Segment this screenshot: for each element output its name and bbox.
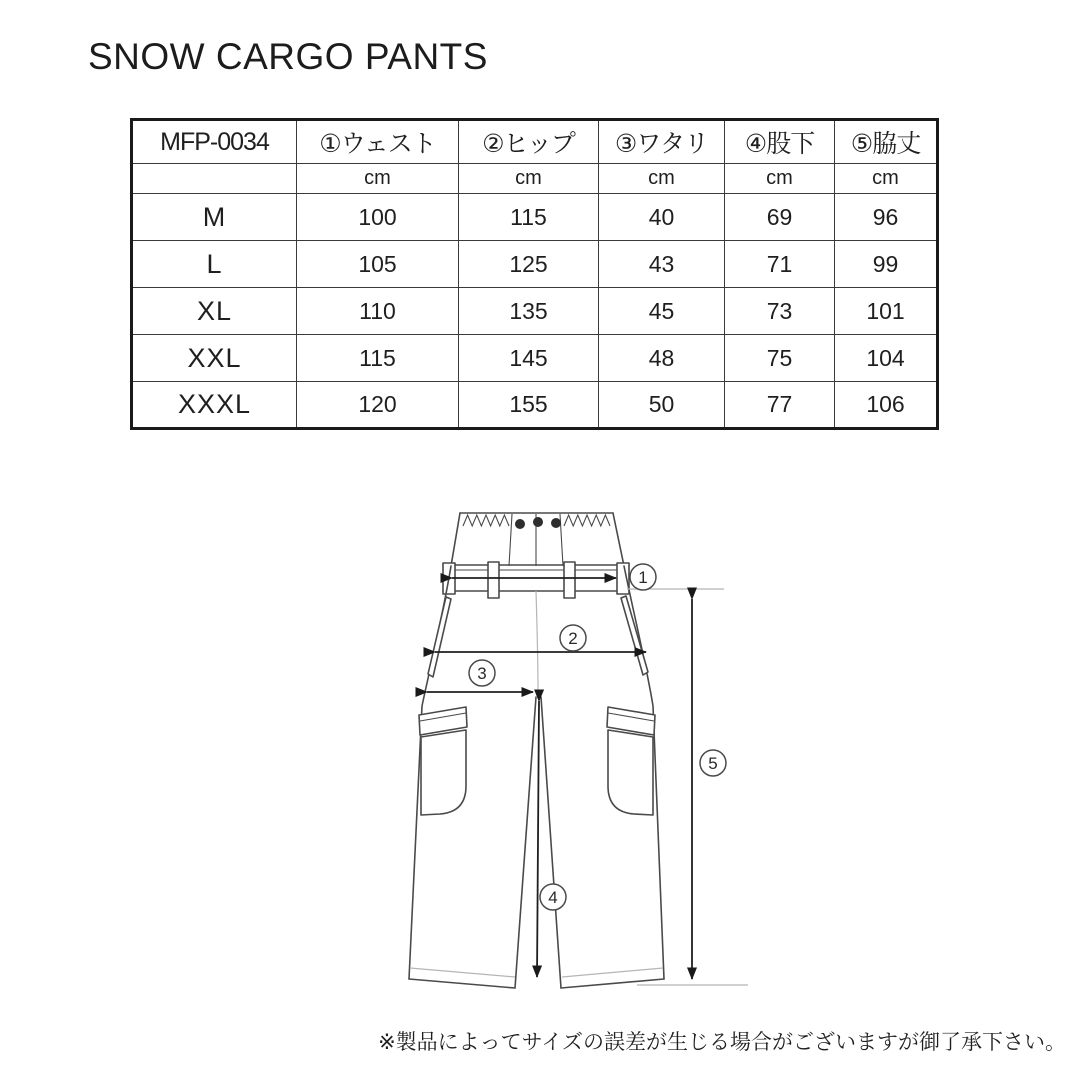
- value-cell: 73: [725, 288, 835, 335]
- label-4: 4: [548, 888, 558, 907]
- page-title: SNOW CARGO PANTS: [88, 36, 488, 77]
- value-cell: 48: [599, 335, 725, 382]
- button: [533, 517, 543, 527]
- table-header-row: [132, 120, 938, 164]
- value-cell: 75: [725, 335, 835, 382]
- pants-diagram: [390, 485, 1072, 1030]
- elastic-zigzag-left: [463, 515, 509, 526]
- header-cell-thigh: ③ワタリ: [599, 120, 725, 164]
- value-cell: 43: [599, 241, 725, 288]
- measure-labels: [469, 564, 726, 910]
- header-cell-side-length: ⑤脇丈: [835, 120, 938, 164]
- left-hem: [409, 979, 515, 988]
- table-row-l: [132, 241, 938, 288]
- unit-cell: cm: [459, 164, 599, 194]
- size-cell: L: [132, 241, 297, 288]
- size-cell: XL: [132, 288, 297, 335]
- value-cell: 101: [835, 288, 938, 335]
- value-cell: 120: [297, 382, 459, 429]
- belt-loop: [488, 562, 499, 598]
- elastic-zigzag-right: [564, 515, 610, 526]
- label-5: 5: [708, 754, 718, 773]
- table-unit-row: [132, 164, 938, 194]
- value-cell: 96: [835, 194, 938, 241]
- value-cell: 71: [725, 241, 835, 288]
- unit-cell: cm: [599, 164, 725, 194]
- left-cargo-pocket: [421, 730, 466, 815]
- button: [551, 518, 561, 528]
- right-side-pocket-welt: [621, 596, 648, 675]
- value-cell: 99: [835, 241, 938, 288]
- header-cell-hip: ②ヒップ: [459, 120, 599, 164]
- unit-cell: cm: [297, 164, 459, 194]
- belt-loop: [564, 562, 575, 598]
- cargo-pockets: [419, 707, 655, 815]
- table-row-m: [132, 194, 938, 241]
- waistband-upper: [451, 513, 624, 566]
- right-hem-stitch: [562, 968, 663, 977]
- unit-cell-empty: [132, 164, 297, 194]
- value-cell: 155: [459, 382, 599, 429]
- label-2: 2: [568, 629, 578, 648]
- left-hem-stitch: [410, 968, 515, 977]
- value-cell: 50: [599, 382, 725, 429]
- measure-inseam-arrow: [537, 701, 539, 977]
- value-cell: 77: [725, 382, 835, 429]
- size-table: [130, 118, 939, 430]
- value-cell: 145: [459, 335, 599, 382]
- header-cell-inseam: ④股下: [725, 120, 835, 164]
- unit-cell: cm: [835, 164, 938, 194]
- unit-cell: cm: [725, 164, 835, 194]
- center-front-line: [536, 591, 538, 690]
- value-cell: 125: [459, 241, 599, 288]
- value-cell: 106: [835, 382, 938, 429]
- value-cell: 104: [835, 335, 938, 382]
- value-cell: 40: [599, 194, 725, 241]
- value-cell: 69: [725, 194, 835, 241]
- value-cell: 45: [599, 288, 725, 335]
- left-inner-seam: [515, 697, 536, 988]
- button: [515, 519, 525, 529]
- value-cell: 135: [459, 288, 599, 335]
- size-cell: XXL: [132, 335, 297, 382]
- label-1: 1: [638, 568, 648, 587]
- value-cell: 115: [297, 335, 459, 382]
- label-3: 3: [477, 664, 487, 683]
- model-number-cell: MFP-0034: [132, 120, 297, 164]
- right-cargo-pocket: [608, 730, 653, 815]
- size-cell: XXXL: [132, 382, 297, 429]
- table-row-xxl: [132, 335, 938, 382]
- table-row-xxxl: [132, 382, 938, 429]
- left-side-pocket-welt: [428, 597, 451, 677]
- value-cell: 110: [297, 288, 459, 335]
- right-inner-seam: [541, 697, 561, 988]
- value-cell: 100: [297, 194, 459, 241]
- header-cell-waist: ①ウェスト: [297, 120, 459, 164]
- value-cell: 115: [459, 194, 599, 241]
- right-hem: [561, 979, 664, 988]
- table-row-xl: [132, 288, 938, 335]
- size-cell: M: [132, 194, 297, 241]
- value-cell: 105: [297, 241, 459, 288]
- footnote: ※製品によってサイズの誤差が生じる場合がございますが御了承下さい。: [378, 1031, 1066, 1054]
